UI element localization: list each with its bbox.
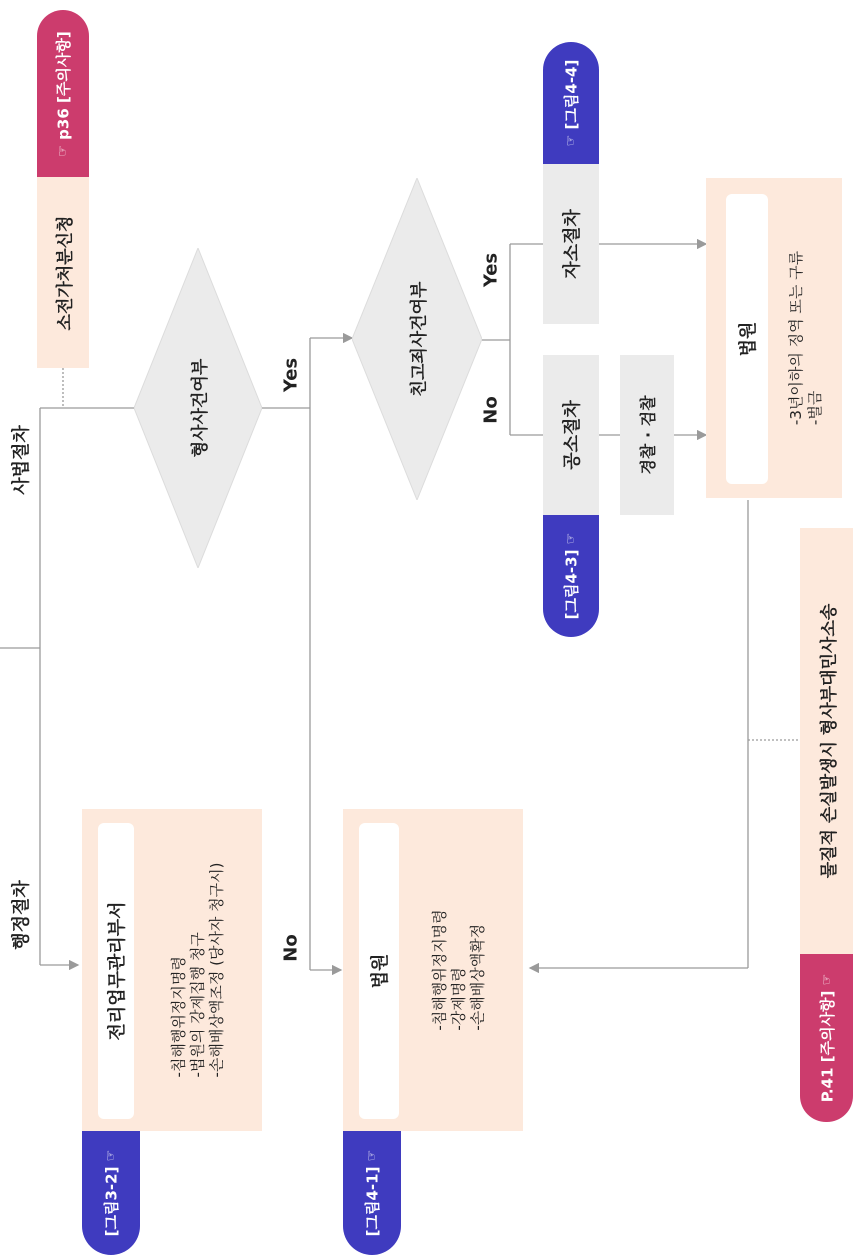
judicial-procedure-label: 사법절차: [11, 425, 32, 495]
admin-office-title: 전리업무관리부서: [107, 901, 128, 1041]
civil-court-title-card: [359, 823, 399, 1119]
measure-item: -법원의 강제집행 청구: [188, 932, 207, 1078]
criminal-court-title-card: [726, 194, 768, 484]
civil-court-box: [343, 809, 523, 1131]
measure-item: -침해행위정지명령: [430, 909, 449, 1031]
admin-office-title-card: [98, 823, 134, 1119]
figure-4-4-pill[interactable]: ☞ [그림4-4]: [543, 42, 599, 164]
police-prosecution-box: 경찰 · 검찰: [620, 355, 674, 515]
private-procedure-box: 자소절차: [543, 164, 599, 324]
public-procedure-box: 공소절차: [543, 355, 599, 515]
pointer-hand-icon: ☞: [103, 1149, 119, 1162]
civil-suit-box: 물질적 손실발생시 형사부대민사소송: [800, 528, 853, 954]
pointer-hand-icon: ☞: [364, 1149, 380, 1162]
figure-3-2-pill[interactable]: [그림3-2] ☞: [82, 1131, 140, 1255]
injunction-box: 소전가처분신청: [37, 177, 89, 368]
admin-procedure-label: 행정절차: [11, 880, 32, 950]
measure-item: -손해배상액확정: [468, 923, 487, 1031]
criminal-case-text: 형사사건여부: [190, 358, 211, 458]
criminal-case-decision: [134, 248, 262, 568]
admin-office-measures: [170, 862, 227, 1077]
p41-notice-pill[interactable]: P.41 [주의사항] ☞: [800, 954, 853, 1122]
penalty-item: -3년이하의 징역 또는 구류: [787, 250, 805, 426]
measure-item: -강제명령: [449, 967, 468, 1031]
criminal-court-penalties: [787, 251, 825, 425]
pointer-hand-icon: ☞: [55, 144, 71, 157]
civil-court-measures: [431, 909, 488, 1030]
figure-4-3-pill[interactable]: [그림4-3] ☞: [543, 515, 599, 637]
pointer-hand-icon: ☞: [819, 973, 834, 986]
criminal-yes-label: Yes: [280, 357, 302, 393]
criminal-no-label: No: [280, 934, 302, 962]
penalty-item: -벌금: [806, 390, 824, 426]
complaint-case-text: 친고죄사건여부: [409, 281, 430, 397]
civil-court-title: 법원: [370, 953, 391, 989]
measure-item: -침해행위정지명령: [169, 956, 188, 1078]
complaint-yes-label: Yes: [480, 252, 502, 288]
criminal-court-box: [706, 178, 842, 498]
figure-4-1-pill[interactable]: [그림4-1] ☞: [343, 1131, 401, 1255]
pointer-hand-icon: ☞: [563, 532, 579, 545]
pointer-hand-icon: ☞: [563, 134, 579, 147]
p36-notice-pill[interactable]: ☞ p36 [주의사항]: [37, 10, 89, 177]
admin-office-box: [82, 809, 262, 1131]
complaint-case-decision: [352, 178, 482, 500]
measure-item: -손해배상액조정 (당사자 청구시): [207, 862, 226, 1078]
complaint-no-label: No: [480, 396, 502, 424]
criminal-court-title: 법원: [738, 321, 759, 357]
